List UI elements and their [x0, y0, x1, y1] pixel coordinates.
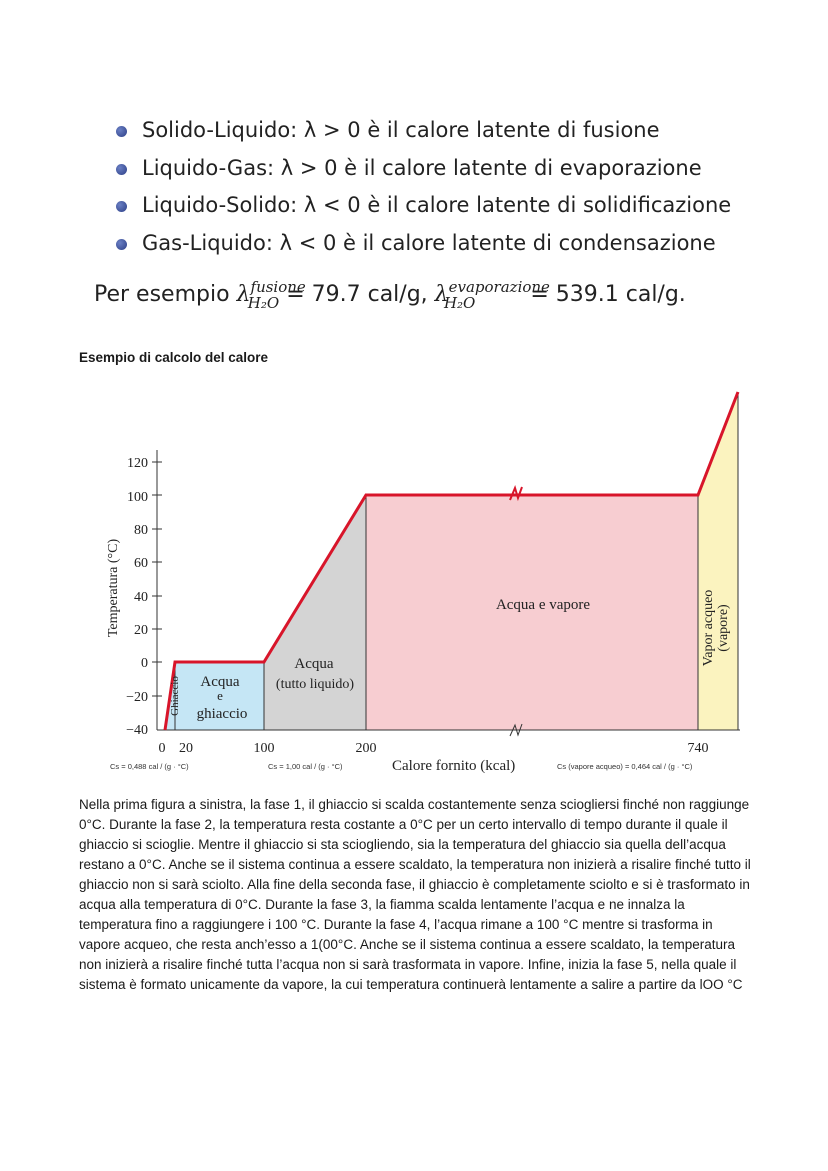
y-tick-label: 120 — [127, 456, 148, 471]
region-label-ice-water: e — [217, 688, 223, 703]
x-tick-label: 20 — [179, 741, 193, 756]
y-tick-label: 80 — [134, 523, 148, 538]
region-label-mixture: Acqua e vapore — [495, 597, 591, 613]
h2o-subscript: H₂O — [443, 294, 476, 312]
bullet-item — [112, 150, 731, 188]
bullet-text: Gas-Liquido: λ < 0 è il calore latente di condensazione — [142, 230, 716, 255]
lambda-symbol: λ — [434, 282, 449, 307]
cs-water-annotation: Cs = 1,00 cal / (g · °C) — [268, 762, 343, 771]
region-liquid — [264, 495, 366, 730]
fusion-value: = 79.7 cal/g, — [286, 282, 428, 307]
region-label-ice: Ghiaccio — [169, 676, 181, 716]
bullet-text: Liquido-Solido: λ < 0 è il calore latente di solidificazione — [142, 193, 732, 217]
bullet-dot-icon — [116, 126, 127, 137]
y-axis-label: Temperatura (°C) — [106, 538, 121, 638]
y-tick-label: 40 — [134, 590, 148, 605]
region-label-vapor: (vapore) — [716, 604, 731, 652]
explanation-paragraph: Nella prima figura a sinistra, la fase 1, il ghiaccio si scalda costantemente senza sciogliersi finché non raggiunge 0°C. Durante la fase 2, la temperatura resta costante a 0°C per un certo intervallo di tempo durante il quale il ghiaccio si scioglie. Mentre il ghiaccio si sta sciogliendo, sia la temperatura del ghiaccio sia quella dell’acqua restano a 0°C. Anche se il sistema continua a essere scaldato, la temperatura non inizierà a risalire finché tutto il ghiaccio non si sarà sciolto. Alla fine della seconda fase, il ghiaccio è completamente sciolto e si è trasformato in acqua alla temperatura di 0°C. Durante la fase 3, la fiamma scalda lentamente l’acqua e ne innalza la temperatura fino a raggiungere i 100 °C. Durante la fase 4, l’acqua rimane a 100 °C mentre si trasforma in vapore acqueo, che resta anch’esso a 1(00°C. Anche se il sistema continua a essere scaldato, la temperatura non inizierà a risalire finché tutta l’acqua non si sarà trasformata in vapore. Infine, inizia la fase 5, nella quale il sistema è formato unicamente da vapore, la cui temperatura continuerà lentamente a salire a partire da lOO °C — [79, 797, 751, 992]
region-label-ice-water: Acqua — [200, 674, 240, 690]
cs-vapor-annotation: Cs (vapore acqueo) = 0,464 cal / (g · °C) — [557, 762, 693, 771]
lambda-symbol: λ — [236, 282, 251, 307]
example-prefix: Per esempio — [94, 282, 230, 307]
bullet-text: Liquido-Gas: λ > 0 è il calore latente di evaporazione — [142, 155, 702, 180]
y-tick-label: 0 — [141, 656, 148, 671]
section-title: Esempio di calcolo del calore — [79, 350, 269, 365]
fusion-superscript: fusione — [250, 278, 306, 296]
bullet-dot-icon — [116, 201, 127, 212]
region-label-ice-water: ghiaccio — [196, 706, 248, 722]
x-tick-label: 740 — [687, 741, 709, 756]
y-tick-label: 20 — [134, 623, 148, 638]
lambda-fusion — [236, 278, 306, 312]
phase-transition-list — [112, 112, 731, 262]
x-axis-label: Calore fornito (kcal) — [392, 758, 516, 774]
region-label-liquid: (tutto liquido) — [275, 677, 355, 692]
heating-curve-chart — [0, 380, 828, 790]
bullet-dot-icon — [116, 239, 127, 250]
region-label-liquid: Acqua — [294, 656, 334, 672]
x-tick-label: 0 — [158, 741, 166, 756]
lambda-evaporation — [434, 278, 550, 312]
h2o-subscript: H₂O — [247, 294, 280, 312]
bullet-item — [112, 225, 731, 263]
evaporation-superscript: evaporazione — [448, 278, 550, 296]
bullet-item — [112, 112, 731, 150]
region-label-vapor: Vapor acqueo — [701, 589, 716, 667]
latent-heat-example — [94, 278, 686, 312]
y-tick-label: −20 — [126, 690, 148, 705]
x-tick-label: 100 — [253, 741, 275, 756]
bullet-text: Solido-Liquido: λ > 0 è il calore latente di fusione — [142, 118, 660, 142]
y-tick-label: 60 — [134, 556, 148, 571]
cs-ice-annotation: Cs = 0,488 cal / (g · °C) — [110, 762, 189, 771]
x-tick-label: 200 — [355, 741, 377, 756]
y-tick-label: 100 — [127, 490, 148, 505]
bullet-dot-icon — [116, 164, 127, 175]
evaporation-value: = 539.1 cal/g. — [530, 282, 686, 307]
y-tick-label: −40 — [126, 723, 148, 738]
bullet-item — [112, 187, 731, 225]
